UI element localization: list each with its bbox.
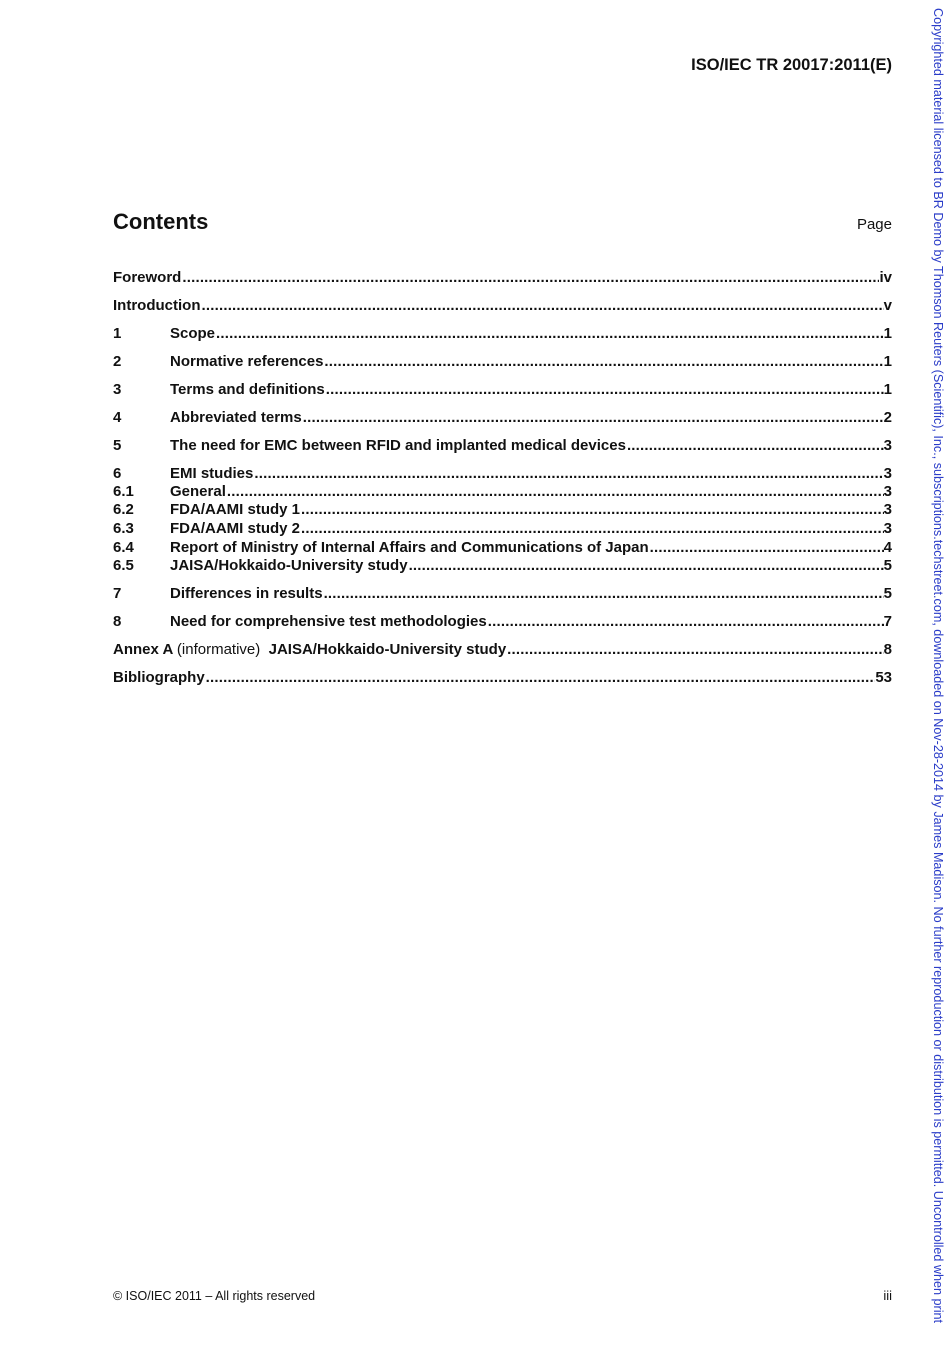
toc-entry-number: 1: [113, 325, 122, 342]
toc-entry-title: Foreword: [113, 269, 182, 286]
toc-entry-number: 6.3: [113, 520, 134, 537]
toc-entry-title: [113, 640, 506, 659]
toc-dot-leader: [487, 612, 884, 631]
toc-entry-title: FDA/AAMI study 2: [170, 520, 301, 537]
toc-entry-page: 3: [883, 437, 892, 454]
toc-entry-annex-a[interactable]: [113, 640, 892, 659]
toc-entry-number: 3: [113, 381, 122, 398]
toc-dot-leader: [408, 556, 884, 575]
toc-dot-leader: [506, 640, 883, 659]
toc-entry-title: Differences in results: [170, 585, 323, 602]
toc-entry-page: 7: [883, 613, 892, 630]
toc-dot-leader: [200, 296, 883, 315]
toc-dot-leader: [226, 482, 884, 501]
toc-entry-6-5[interactable]: [113, 556, 892, 575]
toc-dot-leader: [205, 668, 876, 687]
toc-entry-6-2[interactable]: [113, 500, 892, 519]
toc-entry-6-3[interactable]: [113, 519, 892, 538]
annex-note: (informative): [176, 641, 261, 658]
toc-dot-leader: [626, 436, 884, 455]
toc-entry-6-4[interactable]: [113, 538, 892, 557]
toc-dot-leader: [300, 500, 884, 519]
toc-entry-foreword[interactable]: [113, 268, 892, 287]
toc-entry-2[interactable]: [113, 352, 892, 371]
toc-dot-leader: [302, 408, 884, 427]
page-column-label: Page: [856, 216, 892, 233]
toc-entry-title: General: [170, 483, 226, 500]
toc-entry-page: 1: [883, 353, 892, 370]
toc-entry-number: 6.4: [113, 539, 134, 556]
toc-entry-title: Introduction: [113, 297, 201, 314]
toc-entry-page: 3: [883, 520, 892, 537]
toc-entry-title: The need for EMC between RFID and implanted medical devices: [170, 437, 626, 454]
toc-entry-page: 4: [883, 539, 892, 556]
toc-entry-page: 1: [883, 325, 892, 342]
toc-entry-3[interactable]: [113, 380, 892, 399]
toc-entry-page: iv: [879, 269, 892, 286]
toc-entry-number: 6.1: [113, 483, 134, 500]
toc-entry-page: 5: [883, 585, 892, 602]
toc-entry-title: Report of Ministry of Internal Affairs and Communications of Japan: [170, 539, 649, 556]
contents-heading: Contents: [113, 209, 209, 234]
toc-dot-leader: [649, 538, 884, 557]
document-id: ISO/IEC TR 20017:2011(E): [691, 56, 892, 74]
toc-dot-leader: [323, 352, 883, 371]
toc-entry-title: Bibliography: [113, 669, 205, 686]
toc-entry-number: 8: [113, 613, 122, 630]
toc-entry-4[interactable]: [113, 408, 892, 427]
toc-entry-title: Normative references: [170, 353, 324, 370]
toc-entry-title: FDA/AAMI study 1: [170, 501, 301, 518]
toc-entry-title: EMI studies: [170, 465, 254, 482]
toc-entry-page: v: [883, 297, 892, 314]
toc-entry-title: JAISA/Hokkaido-University study: [170, 557, 408, 574]
copyright-watermark: Copyrighted material licensed to BR Demo by Thomson Reuters (Scientific), Inc., subscriptions.techstreet.com, downloaded on Nov-28-2014 by James Madison. No further reproduction or distribution is permitted. Uncontrolled when print: [931, 8, 945, 1324]
annex-label: Annex A: [113, 641, 173, 658]
toc-dot-leader: [215, 324, 884, 343]
toc-dot-leader: [300, 519, 884, 538]
toc-entry-number: 6.2: [113, 501, 134, 518]
toc-entry-bibliography[interactable]: [113, 668, 892, 687]
toc-entry-number: 4: [113, 409, 122, 426]
toc-entry-number: 7: [113, 585, 122, 602]
toc-entry-page: 5: [883, 557, 892, 574]
toc-entry-title: Terms and definitions: [170, 381, 325, 398]
toc-entry-number: 2: [113, 353, 122, 370]
annex-title: JAISA/Hokkaido-University study: [268, 641, 507, 658]
toc-entry-7[interactable]: [113, 584, 892, 603]
toc-entry-6-1[interactable]: [113, 482, 892, 501]
toc-entry-page: 8: [883, 641, 892, 658]
toc-entry-8[interactable]: [113, 612, 892, 631]
toc-entry-page: 3: [883, 483, 892, 500]
toc-entry-page: 53: [875, 669, 892, 686]
toc-entry-page: 2: [883, 409, 892, 426]
toc-dot-leader: [323, 584, 884, 603]
toc-entry-number: 5: [113, 437, 122, 454]
toc-dot-leader: [325, 380, 884, 399]
toc-entry-5[interactable]: [113, 436, 892, 455]
toc-entry-number: 6.5: [113, 557, 134, 574]
toc-entry-page: 3: [883, 465, 892, 482]
footer-page-number: iii: [883, 1288, 892, 1303]
toc-dot-leader: [181, 268, 879, 287]
toc-entry-6[interactable]: [113, 464, 892, 483]
toc-dot-leader: [253, 464, 883, 483]
footer-copyright: © ISO/IEC 2011 – All rights reserved: [113, 1289, 316, 1303]
toc-entry-introduction[interactable]: [113, 296, 892, 315]
toc-entry-page: 3: [883, 501, 892, 518]
toc-entry-title: Abbreviated terms: [170, 409, 302, 426]
toc-entry-title: Scope: [170, 325, 216, 342]
toc-entry-page: 1: [883, 381, 892, 398]
toc-entry-title: Need for comprehensive test methodologies: [170, 613, 487, 630]
toc-entry-1[interactable]: [113, 324, 892, 343]
toc-entry-number: 6: [113, 465, 122, 482]
